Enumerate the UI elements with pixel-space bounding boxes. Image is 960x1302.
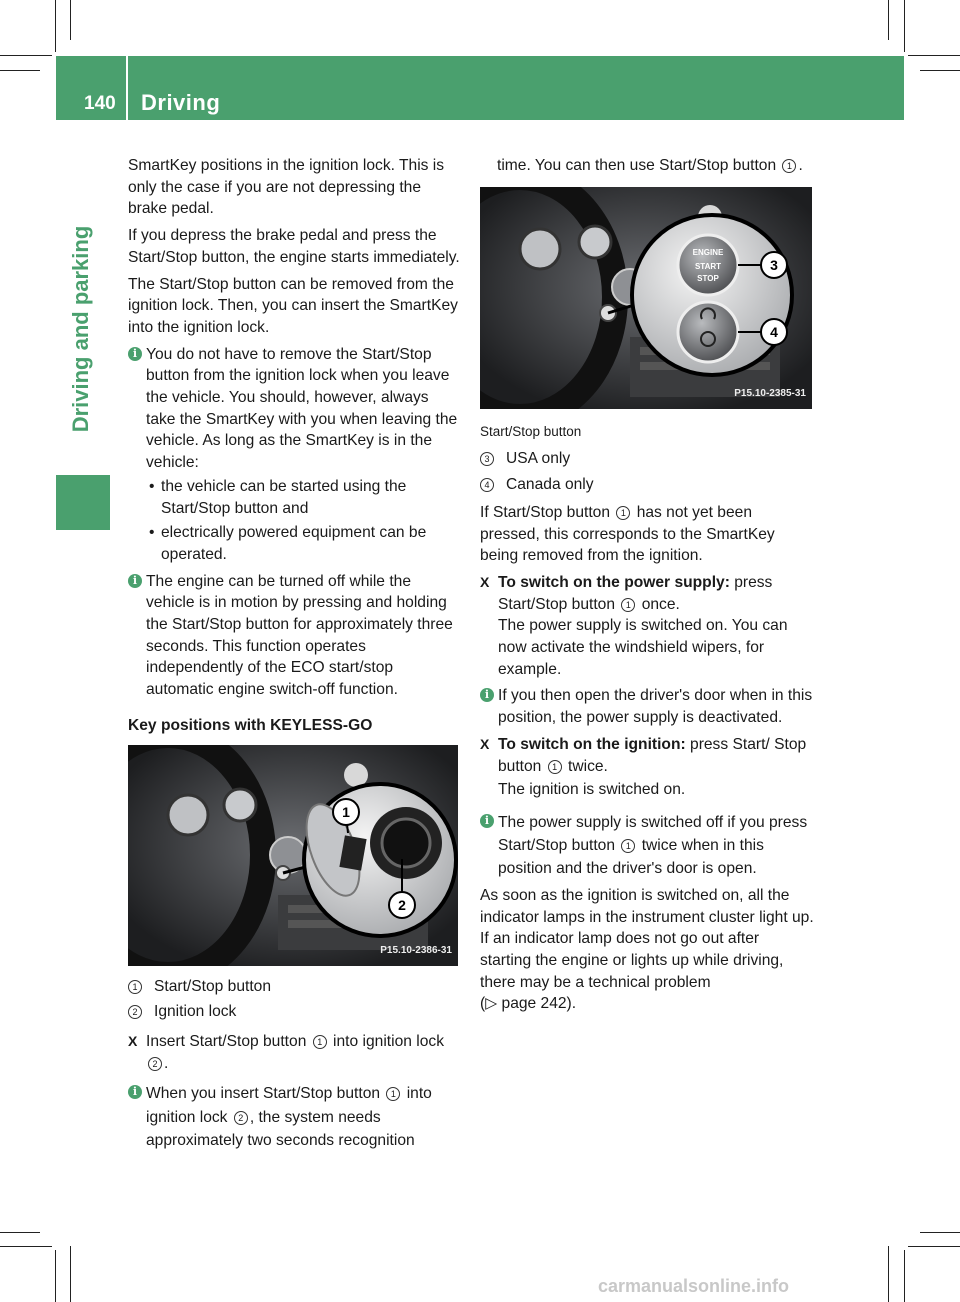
right-column [480, 155, 814, 1020]
callout-number: 2 [128, 1005, 142, 1019]
step-label: To switch on the ignition: [498, 735, 686, 753]
paragraph: SmartKey positions in the ignition lock. This is only the case if you are not depressing the brake pedal. [128, 157, 445, 218]
callout-label: 4 [770, 323, 778, 340]
legend-text: Ignition lock [154, 1003, 237, 1021]
callout-number: 1 [548, 760, 562, 774]
section-marker [56, 475, 110, 530]
paragraph [480, 885, 814, 1015]
list-item: • the vehicle can be started using the Start/Stop button and [146, 476, 460, 519]
crop-mark [0, 70, 40, 71]
figure-caption: Start/Stop button [480, 423, 582, 439]
paragraph [480, 502, 814, 567]
section-title: Driving and parking [68, 225, 93, 433]
page-number: 140 [84, 93, 116, 114]
arrow-icon: X [480, 735, 490, 752]
instruction-step [128, 1031, 460, 1074]
callout-number: 1 [782, 159, 796, 173]
paragraph: If you depress the brake pedal and press the Start/Stop button, the engine starts immediately. [128, 227, 460, 266]
crop-mark [904, 0, 905, 52]
keyless-go-photo [128, 745, 458, 966]
callout-number: 4 [480, 478, 494, 492]
info-text: twice when in this position and the driver's door is open. [498, 836, 764, 877]
info-icon: i [480, 814, 494, 828]
info-text: The engine can be turned off while the vehicle is in motion by pressing and holding the Start/Stop button for approximately three seconds. This function operates independently of the ECO start/stop automatic engine switch-off function. [146, 572, 453, 699]
callout-number: 2 [148, 1057, 162, 1071]
crop-mark [70, 1246, 71, 1302]
crop-mark [0, 55, 52, 56]
paragraph-text: time. You can then use Start/Stop button [497, 157, 781, 174]
callout-label: 1 [342, 803, 350, 820]
info-icon: i [128, 347, 142, 361]
step-label: To switch on the power supply: [498, 573, 730, 591]
callout-number: 3 [480, 452, 494, 466]
callout-number: 1 [621, 598, 635, 612]
crop-mark [55, 0, 56, 52]
paragraph: The Start/Stop button can be removed from the ignition lock. Then, you can insert the SmartKey into the ignition lock. [128, 275, 458, 336]
page-reference-link[interactable]: (▷ page 242). [480, 995, 577, 1013]
section-tab [56, 148, 110, 528]
instruction-step [480, 572, 814, 681]
left-column [128, 155, 460, 1158]
legend-item [480, 448, 814, 470]
step-text: press Start/ Stop button [498, 735, 807, 775]
info-text: If you then open the driver's door when in this position, the power supply is deactivated. [498, 687, 813, 727]
info-text: When you insert Start/Stop button [146, 1085, 385, 1103]
step-text: once. [637, 595, 680, 613]
crop-mark [920, 70, 960, 71]
step-text: Insert Start/Stop button [146, 1032, 311, 1050]
callout-number: 2 [234, 1111, 248, 1125]
header-divider [126, 56, 128, 120]
callout-number: 1 [313, 1035, 327, 1049]
paragraph-text: . [798, 157, 803, 174]
info-text: into ignition lock [146, 1085, 432, 1126]
legend-text: USA only [506, 450, 571, 468]
crop-mark [920, 1232, 960, 1233]
info-note [480, 811, 814, 880]
paragraph-text: As soon as the ignition is switched on, all the indicator lamps in the instrument cluster light up. If an indicator lamp does not go out after starting the engine or lights up while driving, there may be a technical problem [480, 886, 814, 991]
crop-mark [888, 1246, 889, 1302]
chapter-title: Driving [141, 90, 221, 115]
step-text: . [164, 1054, 169, 1072]
instruction-step [480, 734, 814, 801]
step-result: The ignition is switched on. [498, 781, 686, 799]
info-icon: i [480, 688, 494, 702]
figure-code: P15.10-2385-31 [734, 388, 806, 399]
legend-item [480, 474, 814, 496]
arrow-icon: X [128, 1032, 138, 1049]
info-text: You do not have to remove the Start/Stop button from the ignition lock when you leave the vehicle. You should, however, always take the SmartKey with you when leaving the vehicle. As long as the SmartKey is in the vehicle: [146, 345, 458, 472]
start-stop-photo [480, 187, 812, 409]
legend-text: Start/Stop button [154, 977, 272, 995]
callout-number: 1 [128, 980, 142, 994]
crop-mark [908, 1246, 960, 1247]
info-note [128, 344, 460, 566]
paragraph-text: If Start/Stop button [480, 503, 615, 521]
info-note [480, 685, 814, 728]
callout-number: 1 [386, 1087, 400, 1101]
list-item: • electrically powered equipment can be operated. [146, 522, 460, 565]
page-header [56, 56, 904, 120]
step-text: twice. [563, 757, 608, 775]
info-note [128, 1082, 460, 1153]
button-label: ENGINE [692, 247, 724, 257]
dashboard-illustration [128, 745, 458, 966]
step-text: press Start/Stop button [498, 573, 773, 613]
crop-mark [908, 55, 960, 56]
dashboard-illustration [480, 187, 812, 409]
figure-code: P15.10-2386-31 [380, 944, 452, 956]
crop-mark [0, 1232, 40, 1233]
button-label: START [694, 261, 722, 271]
step-text: into ignition lock [328, 1032, 444, 1050]
info-note [128, 571, 460, 701]
button-label: STOP [697, 273, 719, 283]
legend-item [128, 1001, 460, 1023]
info-text: The power supply is switched off if you press Start/Stop button [498, 813, 808, 854]
callout-number: 1 [616, 506, 630, 520]
crop-mark [904, 1250, 905, 1302]
arrow-icon: X [480, 573, 490, 590]
callout-number: 1 [621, 839, 635, 853]
info-icon: i [128, 574, 142, 588]
callout-label: 2 [398, 896, 406, 913]
crop-mark [70, 0, 71, 40]
crop-mark [0, 1246, 52, 1247]
callout-label: 3 [770, 256, 778, 273]
paragraph-text: has not yet been pressed, this corresponds to the SmartKey being removed from the ignition. [480, 503, 775, 565]
crop-mark [888, 0, 889, 40]
crop-mark [55, 1250, 56, 1302]
step-result: The power supply is switched on. You can now activate the windshield wipers, for example. [498, 617, 788, 678]
info-text: , the system needs approximately two seconds recognition [146, 1108, 415, 1150]
legend-item [128, 976, 460, 998]
paragraph [480, 155, 814, 177]
bullet-list [146, 476, 460, 566]
section-heading: Key positions with KEYLESS-GO [128, 716, 373, 734]
info-icon: i [128, 1085, 142, 1099]
watermark: carmanualsonline.info [598, 1276, 790, 1296]
legend-text: Canada only [506, 476, 594, 494]
